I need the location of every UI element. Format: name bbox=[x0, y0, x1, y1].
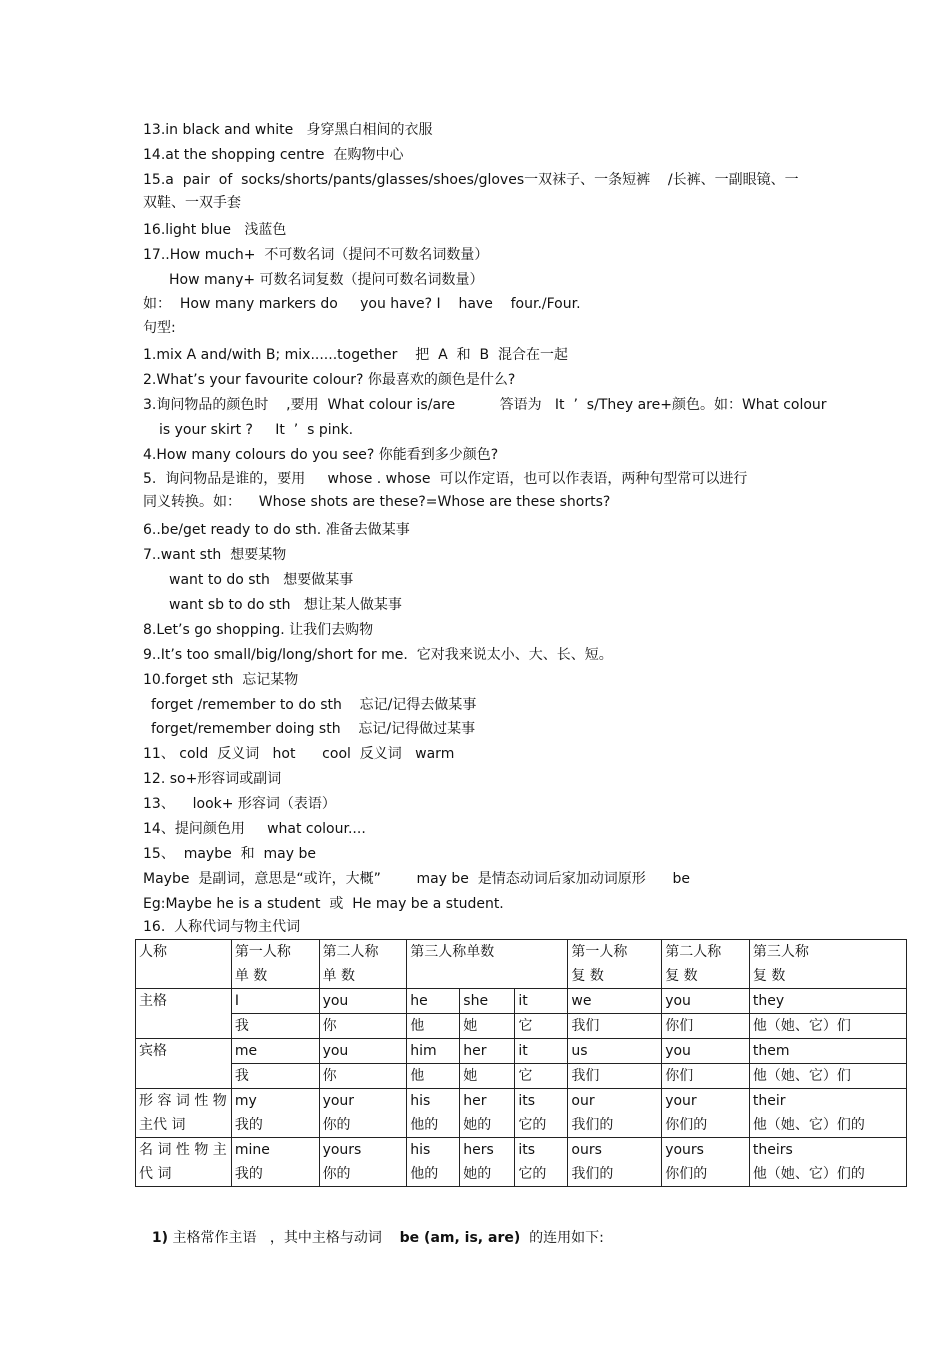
cell-zh: 你 bbox=[319, 1014, 407, 1039]
footer-num: 1) bbox=[151, 1230, 169, 1246]
header-second-plural: 第二人称 bbox=[662, 940, 750, 965]
cell-en: you bbox=[319, 989, 407, 1014]
header-third-plural-2: 复 数 bbox=[749, 964, 906, 989]
text-line: 4.How many colours do you see? 你能看到多少颜色? bbox=[143, 447, 499, 463]
text-line: 8.Let’s go shopping. 让我们去购物 bbox=[143, 622, 374, 638]
cell-zh: 你 bbox=[319, 1064, 407, 1089]
cell-zh: 我 bbox=[231, 1014, 319, 1039]
cell-zh: 她的 bbox=[460, 1162, 515, 1187]
text-line: 7..want sth 想要某物 bbox=[143, 547, 287, 563]
text-line: want sb to do sth 想让某人做某事 bbox=[169, 597, 402, 613]
cell-en: mine bbox=[231, 1138, 319, 1163]
cell-zh: 你的 bbox=[319, 1162, 407, 1187]
text-line: is your skirt ? It ’ s pink. bbox=[159, 422, 354, 438]
cell-en: their bbox=[749, 1089, 906, 1114]
cell-zh: 我们 bbox=[568, 1014, 662, 1039]
cell-en: its bbox=[515, 1138, 568, 1163]
cell-zh: 你们的 bbox=[662, 1113, 750, 1138]
cell-en: its bbox=[515, 1089, 568, 1114]
cell-en: hers bbox=[460, 1138, 515, 1163]
cell-zh: 我们的 bbox=[568, 1113, 662, 1138]
cell-en: them bbox=[749, 1039, 906, 1064]
table-row bbox=[136, 1113, 907, 1138]
text-line: 15、 maybe 和 may be bbox=[143, 846, 316, 862]
cell-en: his bbox=[407, 1138, 460, 1163]
cell-zh: 你们的 bbox=[662, 1162, 750, 1187]
cell-zh: 她 bbox=[460, 1064, 515, 1089]
text-line: Eg:Maybe he is a student 或 He may be a student. bbox=[143, 896, 504, 912]
header-second-plural-2: 复 数 bbox=[662, 964, 750, 989]
text-line: 12. so+形容词或副词 bbox=[143, 771, 282, 787]
cell-zh: 我的 bbox=[231, 1113, 319, 1138]
text-line: 3.询问物品的颜色时 ,要用 What colour is/are 答语为 It ’ s/They are+颜色。如：What colour bbox=[143, 397, 827, 413]
cell-en: her bbox=[460, 1039, 515, 1064]
cell-en: your bbox=[319, 1089, 407, 1114]
cell-en: you bbox=[662, 1039, 750, 1064]
text-line: 双鞋、一双手套 bbox=[143, 195, 241, 211]
footer-tail: 的连用如下: bbox=[520, 1230, 604, 1246]
table-row bbox=[136, 989, 907, 1014]
cell-en: her bbox=[460, 1089, 515, 1114]
table-row bbox=[136, 1162, 907, 1187]
text-line: want to do sth 想要做某事 bbox=[169, 572, 354, 588]
text-line: 如： How many markers do you have? I have four./Four. bbox=[143, 296, 581, 312]
cell-zh: 你们 bbox=[662, 1014, 750, 1039]
cell-en: it bbox=[515, 1039, 568, 1064]
cell-zh: 我 bbox=[231, 1064, 319, 1089]
cell-zh: 他（她、它）们 bbox=[749, 1064, 906, 1089]
cell-en: she bbox=[460, 989, 515, 1014]
cell-en: our bbox=[568, 1089, 662, 1114]
row-label: 名 词 性 物 主代 词 bbox=[136, 1138, 232, 1187]
header-first-plural-2: 复 数 bbox=[568, 964, 662, 989]
text-line: 11、 cold 反义词 hot cool 反义词 warm bbox=[143, 746, 455, 762]
cell-zh: 我们 bbox=[568, 1064, 662, 1089]
footer-be: be (am, is, are) bbox=[399, 1230, 521, 1246]
text-line: How many+ 可数名词复数（提问可数名词数量） bbox=[169, 272, 484, 288]
footer-text: 主格常作主语 ，其中主格与动词 bbox=[168, 1230, 400, 1246]
cell-en: ours bbox=[568, 1138, 662, 1163]
cell-zh: 我们的 bbox=[568, 1162, 662, 1187]
cell-en: me bbox=[231, 1039, 319, 1064]
text-line: 13、 look+ 形容词（表语） bbox=[143, 796, 336, 812]
header-person: 人称 bbox=[136, 940, 232, 989]
cell-zh: 它 bbox=[515, 1064, 568, 1089]
table-row bbox=[136, 1014, 907, 1039]
text-line: 同义转换。如： Whose shots are these?=Whose are these shorts? bbox=[143, 494, 611, 510]
cell-zh: 她 bbox=[460, 1014, 515, 1039]
cell-zh: 他的 bbox=[407, 1162, 460, 1187]
header-first-plural: 第一人称 bbox=[568, 940, 662, 965]
text-line: 1.mix A and/with B; mix......together 把 A 和 B 混合在一起 bbox=[143, 347, 569, 363]
header-second-singular-2: 单 数 bbox=[319, 964, 407, 989]
cell-en: he bbox=[407, 989, 460, 1014]
text-line: 14、提问颜色用 what colour.... bbox=[143, 821, 366, 837]
text-line: 5. 询问物品是谁的，要用 whose . whose 可以作定语，也可以作表语，两种句型常可以进行 bbox=[143, 471, 748, 487]
cell-zh: 他 bbox=[407, 1064, 460, 1089]
cell-zh: 她的 bbox=[460, 1113, 515, 1138]
cell-en: I bbox=[231, 989, 319, 1014]
header-third-singular: 第三人称单数 bbox=[407, 940, 568, 989]
cell-en: yours bbox=[662, 1138, 750, 1163]
table-row bbox=[136, 1089, 907, 1114]
cell-en: you bbox=[319, 1039, 407, 1064]
cell-zh: 他的 bbox=[407, 1113, 460, 1138]
text-line: 17..How much+ 不可数名词（提问不可数名词数量） bbox=[143, 247, 489, 263]
cell-zh: 他（她、它）们的 bbox=[749, 1113, 906, 1138]
cell-zh: 它 bbox=[515, 1014, 568, 1039]
text-line: 10.forget sth 忘记某物 bbox=[143, 672, 299, 688]
row-label: 宾格 bbox=[136, 1039, 232, 1089]
cell-en: they bbox=[749, 989, 906, 1014]
table-row bbox=[136, 1039, 907, 1064]
header-first-singular: 第一人称 bbox=[231, 940, 319, 965]
cell-zh: 他 bbox=[407, 1014, 460, 1039]
text-line: 15.a pair of socks/shorts/pants/glasses/shoes/gloves一双袜子、一条短裤 /长裤、一副眼镜、一 bbox=[143, 172, 799, 188]
table-header-row bbox=[136, 940, 907, 965]
row-label: 形 容 词 性 物主代 词 bbox=[136, 1089, 232, 1138]
text-line: 6..be/get ready to do sth. 准备去做某事 bbox=[143, 522, 410, 538]
cell-zh: 你们 bbox=[662, 1064, 750, 1089]
text-line: Maybe 是副词，意思是“或许，大概” may be 是情态动词后家加动词原形 be bbox=[143, 871, 691, 887]
text-line: 2.What’s your favourite colour? 你最喜欢的颜色是什么? bbox=[143, 372, 516, 388]
cell-en: you bbox=[662, 989, 750, 1014]
header-third-plural: 第三人称 bbox=[749, 940, 906, 965]
cell-en: theirs bbox=[749, 1138, 906, 1163]
cell-en: we bbox=[568, 989, 662, 1014]
table-row bbox=[136, 1138, 907, 1163]
text-line: forget/remember doing sth 忘记/记得做过某事 bbox=[151, 721, 476, 737]
cell-zh: 它的 bbox=[515, 1113, 568, 1138]
cell-en: your bbox=[662, 1089, 750, 1114]
cell-zh: 它的 bbox=[515, 1162, 568, 1187]
text-line: 13.in black and white 身穿黑白相间的衣服 bbox=[143, 122, 433, 138]
pronoun-table bbox=[135, 939, 907, 1187]
text-line: 14.at the shopping centre 在购物中心 bbox=[143, 147, 404, 163]
footer-note bbox=[143, 1211, 604, 1247]
text-line: 9..It’s too small/big/long/short for me. 它对我来说太小、大、长、短。 bbox=[143, 647, 613, 663]
cell-en: him bbox=[407, 1039, 460, 1064]
cell-en: it bbox=[515, 989, 568, 1014]
text-line: 16. 人称代词与物主代词 bbox=[143, 919, 301, 935]
cell-en: my bbox=[231, 1089, 319, 1114]
header-first-singular-2: 单 数 bbox=[231, 964, 319, 989]
text-line: 句型: bbox=[143, 320, 176, 336]
text-line: 16.light blue 浅蓝色 bbox=[143, 222, 287, 238]
cell-en: us bbox=[568, 1039, 662, 1064]
row-label: 主格 bbox=[136, 989, 232, 1039]
cell-zh: 他（她、它）们的 bbox=[749, 1162, 906, 1187]
cell-zh: 我的 bbox=[231, 1162, 319, 1187]
cell-zh: 他（她、它）们 bbox=[749, 1014, 906, 1039]
cell-en: his bbox=[407, 1089, 460, 1114]
header-second-singular: 第二人称 bbox=[319, 940, 407, 965]
table-row bbox=[136, 1064, 907, 1089]
text-line: forget /remember to do sth 忘记/记得去做某事 bbox=[151, 697, 477, 713]
cell-zh: 你的 bbox=[319, 1113, 407, 1138]
cell-en: yours bbox=[319, 1138, 407, 1163]
